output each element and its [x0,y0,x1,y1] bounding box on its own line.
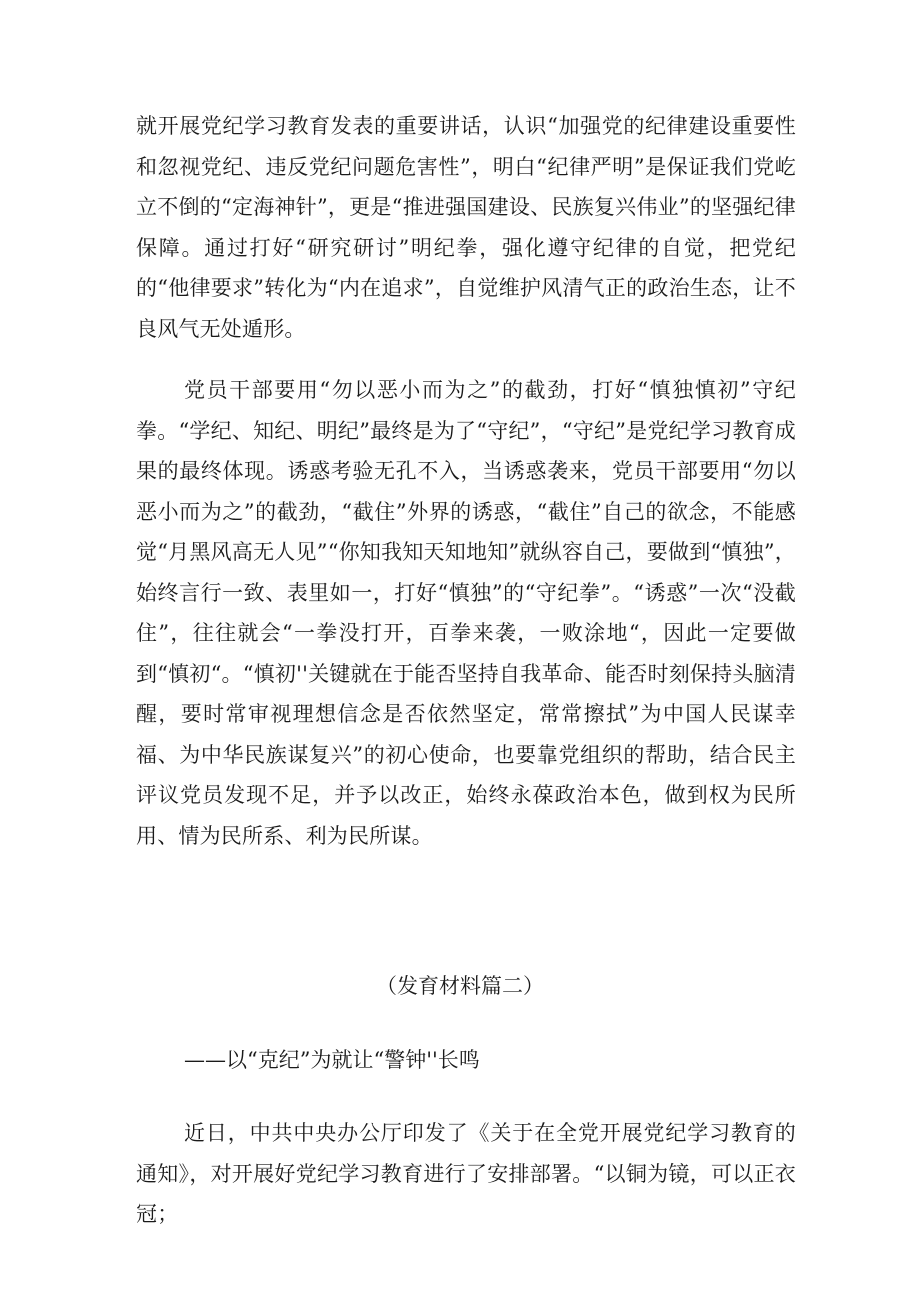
section-subtitle: ——以“克纪”为就让“警钟''长鸣 [184,1048,480,1072]
body-paragraph-3: 近日，中共中央办公厅印发了《关于在全党开展党纪学习教育的通知》，对开展好党纪学习教育进行了安排部署。“以铜为镜，可以正衣冠； [136,1121,796,1226]
body-paragraph-2: 党员干部要用“勿以恶小而为之”的截劲，打好“慎独慎初”守纪拳。“学纪、知纪、明纪”最终是为了“守纪”，“守纪”是党纪学习教育成果的最终体现。诱惑考验无孔不入，当诱惑袭来，党员干部要用“勿以恶小而为之”的截劲，“截住”外界的诱惑，“截住”自己的欲念，不能感觉“月黑风高无人见”“你知我知天知地知”就纵容自己，要做到“慎独”，始终言行一致、表里如一，打好“慎独”的“守纪拳”。“诱惑”一次“没截住”，往往就会“一拳没打开，百拳来袭，一败涂地“，因此一定要做到“慎初“。“慎初''关键就在于能否坚持自我革命、能否时刻保持头脑清醒，要时常审视理想信念是否依然坚定，常常擦拭”为中国人民谋幸福、为中华民族谋复兴”的初心使命，也要靠党组织的帮助，结合民主评议党员发现不足，并予以改正，始终永葆政治本色，做到权为民所用、情为民所系、利为民所谋。 [136,378,796,848]
body-paragraph-1: 就开展党纪学习教育发表的重要讲话，认识“加强党的纪律建设重要性和忽视党纪、违反党纪问题危害性”，明白“纪律严明”是保证我们党屹立不倒的“定海神针”，更是“推进强国建设、民族复兴伟业”的坚强纪律保障。通过打好“研究研讨”明纪拳，强化遵守纪律的自觉，把党纪的“他律要求”转化为“内在追求”，自觉维护风清气正的政治生态，让不良风气无处遁形。 [136,114,796,341]
section-heading: （发育材料篇二） [376,974,544,998]
